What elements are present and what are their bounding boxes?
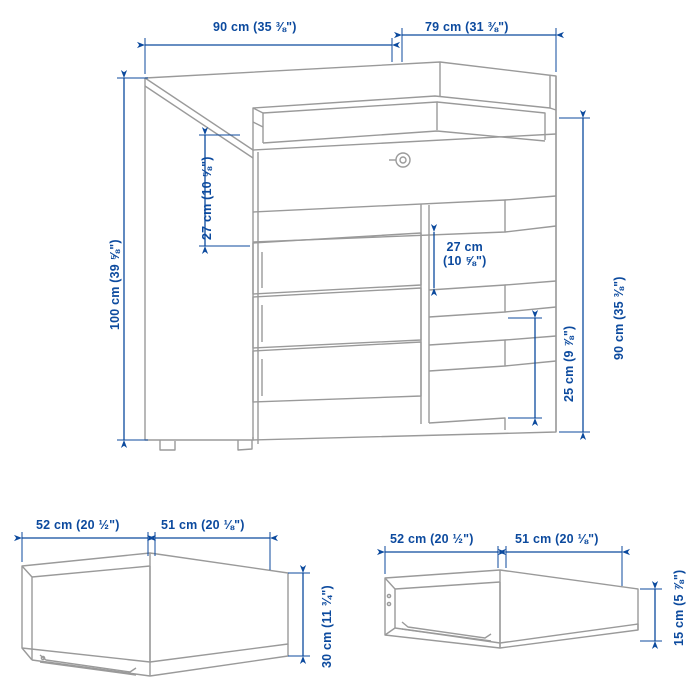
label-small-drawer-inner-width: 51 cm (20 ⅛") [515,532,599,546]
label-top-width: 90 cm (35 ⅜") [213,20,297,34]
label-upper-shelf: 27 cm (10 ⅝") [200,156,214,240]
label-small-drawer-outer-width: 52 cm (20 ½") [390,532,474,546]
label-large-drawer-outer-width: 52 cm (20 ½") [36,518,120,532]
label-large-drawer-inner-width: 51 cm (20 ⅛") [161,518,245,532]
changing-table-drawing [145,62,556,450]
label-mid-shelf-line2: (10 ⅝") [443,254,487,268]
label-large-drawer-height: 30 cm (11 ¾") [320,585,334,668]
label-total-height: 100 cm (39 ⅝") [108,239,122,330]
label-mid-shelf [443,240,486,268]
label-small-drawer-height: 15 cm (5 ⅞") [672,569,686,646]
large-drawer-drawing [22,553,288,676]
label-mid-shelf-line1: 27 cm [446,240,483,254]
label-lower-shelf: 25 cm (9 ⅞") [562,325,576,402]
small-drawer-drawing [385,570,638,648]
label-side-height: 90 cm (35 ⅜") [612,276,626,360]
label-top-depth: 79 cm (31 ⅜") [425,20,509,34]
